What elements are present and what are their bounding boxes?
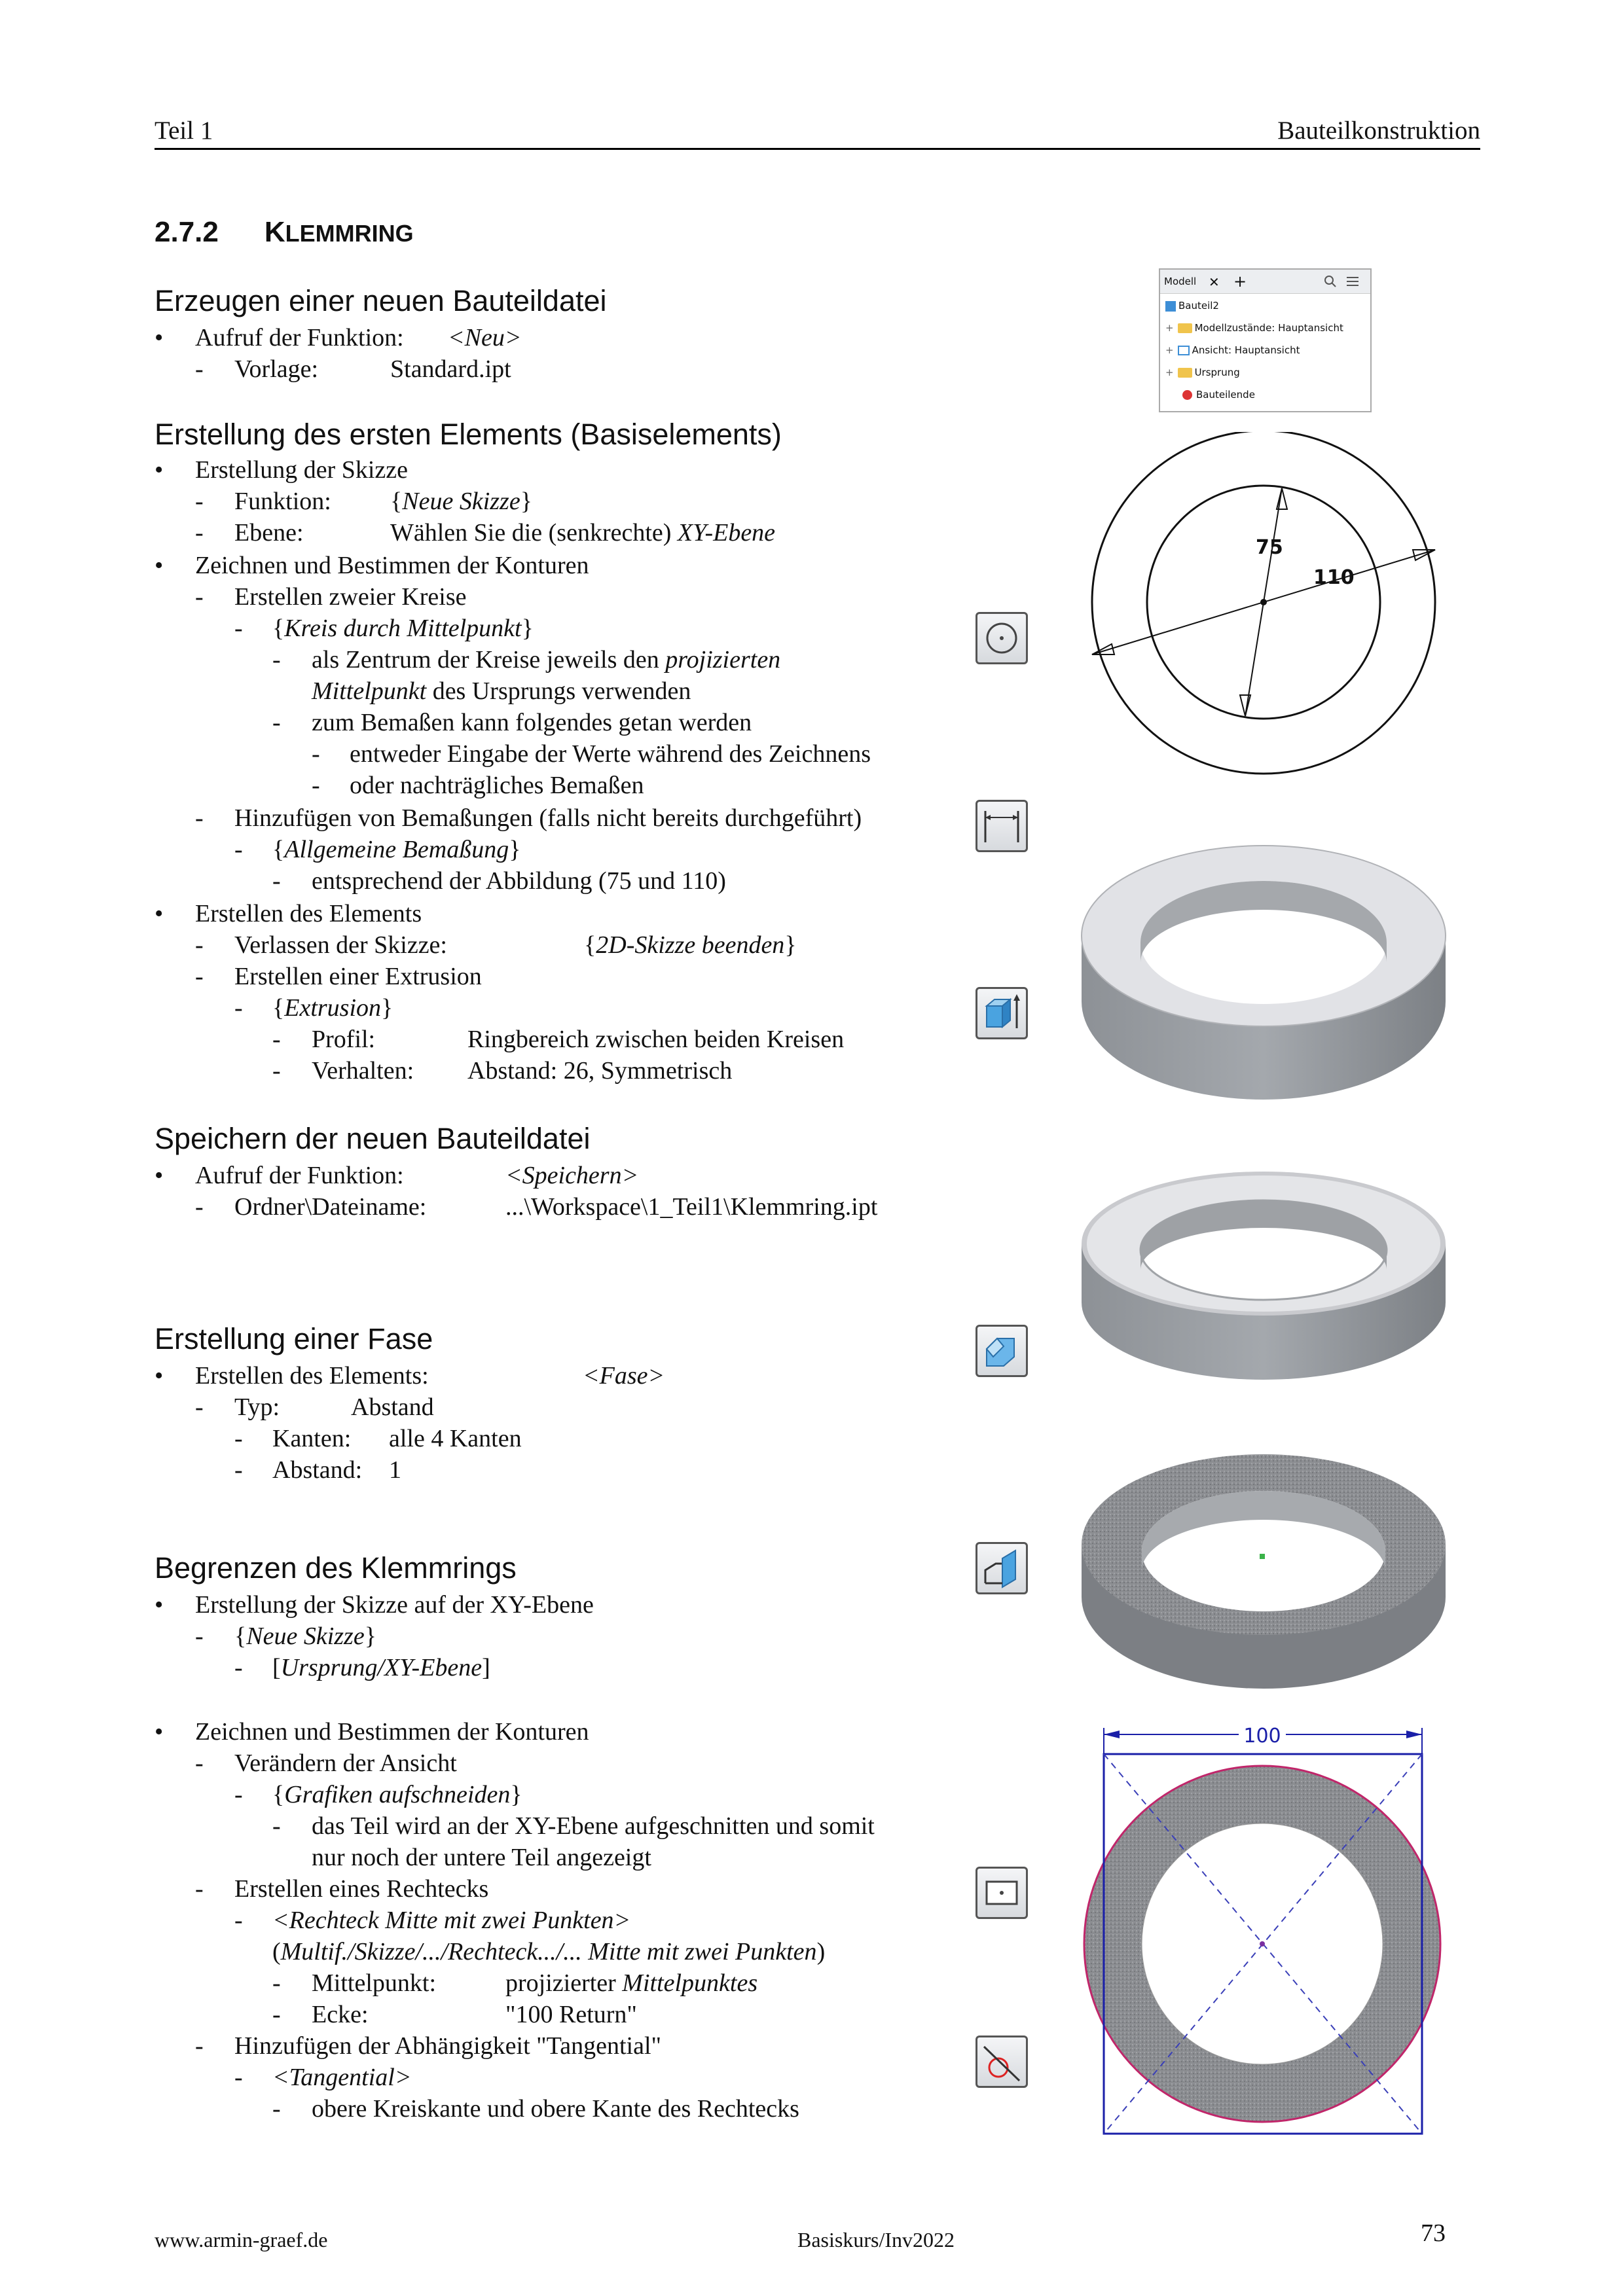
dash: - xyxy=(312,772,320,799)
search-icon[interactable] xyxy=(1322,274,1338,292)
extruded-ring-figure xyxy=(1074,844,1453,1119)
text-line: Verhalten: xyxy=(312,1057,414,1085)
dash: - xyxy=(234,1654,243,1681)
dash: - xyxy=(195,1749,204,1777)
text-line: des Ursprungs verwenden xyxy=(426,677,691,705)
sketch-circles-figure xyxy=(1080,432,1447,798)
text-line: alle 4 Kanten xyxy=(389,1425,522,1452)
dimension-label-75: 75 xyxy=(1256,536,1283,559)
dash: - xyxy=(272,2095,281,2123)
section-number: 2.7.2 xyxy=(155,216,219,248)
folder-icon xyxy=(1178,368,1192,378)
bullet: • xyxy=(155,552,164,579)
brace: } xyxy=(520,488,532,515)
section-heading-limit: Begrenzen des Klemmrings xyxy=(155,1551,517,1585)
text-line: Zeichnen und Bestimmen der Konturen xyxy=(195,552,589,579)
text-line: Erstellen eines Rechtecks xyxy=(234,1875,489,1903)
text-line: Typ: xyxy=(234,1393,280,1421)
text-line: Erstellung der Skizze xyxy=(195,456,409,484)
dash: - xyxy=(195,963,204,990)
section-heading-new-file: Erzeugen einer neuen Bauteildatei xyxy=(155,284,607,317)
dash: - xyxy=(234,836,243,863)
emphasis: Mittelpunkt xyxy=(312,677,427,705)
sliced-ring-figure xyxy=(1074,1446,1453,1708)
brace: { xyxy=(584,931,596,959)
text-line: obere Kreiskante und obere Kante des Rechtecks xyxy=(312,2095,799,2123)
add-tab-icon[interactable]: + xyxy=(1233,272,1247,291)
folder-icon xyxy=(1178,323,1192,333)
brace: { xyxy=(272,615,285,642)
text-line: Erstellen des Elements: xyxy=(195,1362,429,1390)
dash: - xyxy=(234,1781,243,1808)
dash: - xyxy=(272,709,281,736)
page-number: 73 xyxy=(1421,2219,1446,2247)
plane-name: XY-Ebene xyxy=(677,519,776,547)
dash: - xyxy=(272,1969,281,1997)
model-browser-panel xyxy=(1159,268,1372,412)
tree-item[interactable]: + Modellzustände: Hauptansicht xyxy=(1165,322,1343,334)
close-icon[interactable]: ✕ xyxy=(1209,274,1220,290)
header-rule xyxy=(155,148,1480,150)
bullet: • xyxy=(155,1162,164,1189)
text-line: Ordner\Dateiname: xyxy=(234,1193,427,1221)
paren: ( xyxy=(272,1938,281,1965)
text-line: Mittelpunkt: xyxy=(312,1969,436,1997)
dimension-label-100: 100 xyxy=(1243,1725,1281,1748)
slice-graphics-tool-icon xyxy=(976,1542,1028,1594)
header-topic: Bauteilkonstruktion xyxy=(1277,117,1480,145)
brace: } xyxy=(509,836,521,863)
tree-item[interactable] xyxy=(1182,389,1255,401)
dash: - xyxy=(195,1193,204,1221)
bullet: • xyxy=(155,1362,164,1390)
text-line: Erstellung der Skizze auf der XY-Ebene xyxy=(195,1591,594,1619)
text-line: 1 xyxy=(389,1456,401,1484)
tree-root[interactable] xyxy=(1165,300,1219,312)
text-line: Aufruf der Funktion: xyxy=(195,324,404,351)
circle-center-tool-icon xyxy=(976,612,1028,664)
page-title xyxy=(155,216,414,249)
bracket: [ xyxy=(272,1654,281,1681)
menu-icon[interactable] xyxy=(1345,274,1360,292)
dash: - xyxy=(195,1393,204,1421)
dash: - xyxy=(195,1875,204,1903)
text-line: Funktion: xyxy=(234,488,331,515)
chamfer-tool-icon xyxy=(976,1325,1028,1377)
text-line: entweder Eingabe der Werte während des Zeichnens xyxy=(350,740,871,768)
text-line: Hinzufügen der Abhängigkeit "Tangential" xyxy=(234,2032,662,2060)
text-line: Erstellen zweier Kreise xyxy=(234,583,467,611)
header-chapter: Teil 1 xyxy=(155,117,213,145)
text-line: Abstand: xyxy=(272,1456,363,1484)
brace: { xyxy=(390,488,403,515)
text-line: entsprechend der Abbildung (75 und 110) xyxy=(312,867,726,895)
footer-url: www.armin-graef.de xyxy=(155,2228,328,2251)
dash: - xyxy=(234,1425,243,1452)
section-heading-base-element: Erstellung des ersten Elements (Basiselements) xyxy=(155,418,782,451)
bullet: • xyxy=(155,1591,164,1619)
dash: - xyxy=(272,2001,281,2028)
chamfered-ring-figure xyxy=(1074,1172,1453,1394)
section-heading-save: Speichern der neuen Bauteildatei xyxy=(155,1122,591,1155)
function-name: Allgemeine Bemaßung xyxy=(284,836,509,863)
title-first-letter: K xyxy=(264,216,285,248)
bracket: ] xyxy=(482,1654,490,1681)
dimension-label-110: 110 xyxy=(1313,566,1355,589)
text-line: Erstellen des Elements xyxy=(195,900,422,927)
text-line: Hinzufügen von Bemaßungen (falls nicht bereits durchgeführt) xyxy=(234,804,862,832)
tree-item-label: Bauteilende xyxy=(1196,389,1255,401)
text-line: Ringbereich zwischen beiden Kreisen xyxy=(467,1026,845,1053)
dash: - xyxy=(195,355,204,383)
file-path: ...\Workspace\1_Teil1\Klemmring.ipt xyxy=(505,1193,878,1221)
dash: - xyxy=(272,646,281,673)
dash: - xyxy=(234,615,243,642)
dash: - xyxy=(234,994,243,1022)
brace: } xyxy=(784,931,797,959)
brace: { xyxy=(272,836,285,863)
dash: - xyxy=(195,804,204,832)
brace: { xyxy=(234,1623,247,1650)
dash: - xyxy=(195,2032,204,2060)
dash: - xyxy=(272,1057,281,1085)
dash: - xyxy=(272,1026,281,1053)
function-name: <Fase> xyxy=(583,1362,665,1390)
text-line: Aufruf der Funktion: xyxy=(195,1162,404,1189)
text-line: Verändern der Ansicht xyxy=(234,1749,457,1777)
text-line: zum Bemaßen kann folgendes getan werden xyxy=(312,709,752,736)
dash: - xyxy=(312,740,320,768)
extrusion-tool-icon xyxy=(976,987,1028,1039)
dash: - xyxy=(234,1907,243,1934)
function-name: Grafiken aufschneiden xyxy=(284,1781,511,1808)
dash: - xyxy=(195,488,204,515)
text-line: Wählen Sie die (senkrechte) xyxy=(390,519,678,547)
text-line: Erstellen einer Extrusion xyxy=(234,963,482,990)
text-line: das Teil wird an der XY-Ebene aufgeschnitten und somit xyxy=(312,1812,875,1840)
text-line: projizierter xyxy=(505,1969,623,1997)
bullet: • xyxy=(155,324,164,351)
function-name: <Speichern> xyxy=(505,1162,639,1189)
dash: - xyxy=(195,931,204,959)
tangent-constraint-tool-icon xyxy=(976,2036,1028,2088)
function-name: Kreis durch Mittelpunkt xyxy=(284,615,522,642)
function-name: 2D-Skizze beenden xyxy=(596,931,785,959)
bullet: • xyxy=(155,1718,164,1746)
tree-item-label: Modellzustände: Hauptansicht xyxy=(1194,322,1343,334)
function-name: <Neu> xyxy=(448,324,522,351)
bullet: • xyxy=(155,456,164,484)
dash: - xyxy=(234,1456,243,1484)
rectangle-center-tool-icon xyxy=(976,1867,1028,1919)
brace: } xyxy=(381,994,393,1022)
model-browser-tabbar xyxy=(1160,270,1370,294)
rectangle-sketch-figure xyxy=(1080,1721,1447,2140)
path-name: Ursprung/XY-Ebene xyxy=(280,1654,483,1681)
tree-root-label: Bauteil2 xyxy=(1178,300,1219,312)
text-line: Profil: xyxy=(312,1026,376,1053)
text-line: Standard.ipt xyxy=(390,355,511,383)
dash: - xyxy=(195,1623,204,1650)
dash: - xyxy=(234,2064,243,2091)
model-tab[interactable]: Modell xyxy=(1164,276,1197,287)
text-line: Zeichnen und Bestimmen der Konturen xyxy=(195,1718,589,1746)
section-heading-chamfer: Erstellung einer Fase xyxy=(155,1322,433,1355)
function-name: <Tangential> xyxy=(272,2064,412,2091)
dimension-tool-icon xyxy=(976,800,1028,852)
text-line: Verlassen der Skizze: xyxy=(234,931,447,959)
dash: - xyxy=(195,519,204,547)
tree-item[interactable]: + Ansicht: Hauptansicht xyxy=(1165,344,1300,356)
text-line: Abstand: 26, Symmetrisch xyxy=(467,1057,733,1085)
function-name: Extrusion xyxy=(284,994,382,1022)
tree-item[interactable]: + Ursprung xyxy=(1165,367,1240,378)
text-line: Abstand xyxy=(351,1393,434,1421)
emphasis: projizierten xyxy=(665,646,781,673)
brace: { xyxy=(272,1781,285,1808)
text-line: Vorlage: xyxy=(234,355,319,383)
paren: ) xyxy=(816,1938,826,1965)
text-line: "100 Return" xyxy=(505,2001,637,2028)
brace: { xyxy=(272,994,285,1022)
text-line: Ebene: xyxy=(234,519,304,547)
dash: - xyxy=(272,1812,281,1840)
title-rest: LEMMRING xyxy=(285,220,414,247)
menu-path: Multif./Skizze/.../Rechteck.../... Mitte mit zwei Punkten xyxy=(280,1938,817,1965)
part-icon xyxy=(1165,301,1176,312)
brace: } xyxy=(521,615,534,642)
footer-course: Basiskurs/Inv2022 xyxy=(797,2228,955,2251)
text-line: Ecke: xyxy=(312,2001,369,2028)
view-icon xyxy=(1178,346,1190,355)
brace: } xyxy=(364,1623,376,1650)
text-line: nur noch der untere Teil angezeigt xyxy=(312,1844,651,1871)
function-name: Neue Skizze xyxy=(402,488,520,515)
text-line: oder nachträgliches Bemaßen xyxy=(350,772,644,799)
brace: } xyxy=(510,1781,522,1808)
dash: - xyxy=(272,867,281,895)
emphasis: Mittelpunktes xyxy=(622,1969,758,1997)
function-name: <Rechteck Mitte mit zwei Punkten> xyxy=(272,1907,631,1934)
tree-item-label: Ursprung xyxy=(1194,367,1240,378)
function-name: Neue Skizze xyxy=(246,1623,365,1650)
end-of-part-icon xyxy=(1182,390,1192,400)
bullet: • xyxy=(155,900,164,927)
text-line: Kanten: xyxy=(272,1425,352,1452)
tree-item-label: Ansicht: Hauptansicht xyxy=(1192,344,1300,356)
dash: - xyxy=(195,583,204,611)
text-line: als Zentrum der Kreise jeweils den xyxy=(312,646,666,673)
